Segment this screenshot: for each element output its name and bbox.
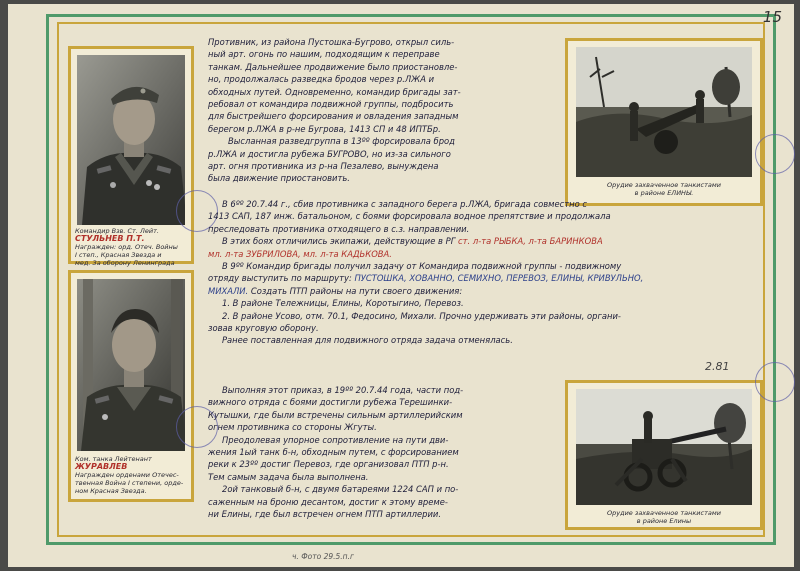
photo-caption-top (572, 181, 756, 197)
caption-line: Ком. танка Лейтенант (75, 455, 152, 463)
ink-stamp (755, 362, 795, 402)
text-line: танкам. Дальнейшее продвижение было приостановле- (208, 61, 458, 72)
report-text-wide (208, 198, 760, 347)
photo-captured-gun-bottom (565, 380, 763, 530)
text-line: вижного отряда с боями достигли рубежа Терешинки- (208, 397, 453, 408)
photo-caption-bottom (572, 509, 756, 525)
heroes-intro: В этих боях отличились экипажи, действующие в РГ (222, 236, 456, 247)
text-line: В 6ºº 20.7.44 г., сбив противника с западного берега р.ЛЖА, бригада совместно с (222, 199, 587, 209)
text-line: Противник, из района Пустошка-Бугрово, открыл силь- (208, 37, 455, 47)
text-line: 1413 САП, 187 инж. батальоном, с боями форсировала водное препятствие и продолжала (208, 211, 611, 222)
route-text: Создать ПТП районы на пути своего движения: (250, 285, 463, 296)
task-item: 2. В районе Усово, отм. 70.1, Федосино, Михали. Прочно удерживать эти районы, органи- (222, 310, 621, 321)
heroes-names: мл. л-та ЗУБРИЛОВА, мл. л-та КАДЬКОВА. (208, 248, 392, 259)
portrait-caption-2 (75, 455, 187, 495)
caption-line: I степ., Красная Звезда и (75, 251, 162, 259)
caption-line: мед. За оборону Ленинграда (75, 259, 175, 267)
report-text-top (208, 36, 560, 185)
portrait-photo-1 (68, 46, 194, 267)
caption-name: ЖУРАВЛЕВ (75, 462, 128, 471)
text-line: преследовать противника отходящего в с.з. направлении. (208, 223, 470, 234)
caption-line: твенная Война I степени, орде- (75, 479, 184, 487)
page-number: 15 (762, 8, 782, 26)
text-line: Высланная разведгруппа в 13ºº форсировала брод (228, 136, 455, 147)
ink-stamp (755, 134, 795, 174)
text-line: 2ой танковый б-н, с двумя батареями 1224 САП и по- (222, 484, 459, 495)
text-line: обходных путей. Одновременно, командир бригады зат- (208, 86, 461, 97)
text-line: ный арт. огонь по нашим, подходящим к переправе (208, 49, 440, 60)
caption-line: Орудие захваченное танкистами (607, 509, 721, 517)
route-points: ПУСТОШКА, ХОВАННО, СЕМИХНО, ПЕРЕВОЗ, ЕЛИНЫ, КРИВУЛЬНО, (354, 273, 644, 284)
text-line: Кутышки, где были встречены сильным артиллерийским (208, 409, 463, 420)
text-line: ребовал от командира подвижной группы, подбросить (208, 99, 454, 110)
caption-line: Награжден орденами Отечес- (75, 471, 179, 479)
text-line: но, продолжалась разведка бродов через р.ЛЖА и (208, 74, 435, 85)
text-line: реки к 23ºº достиг Перевоз, где организовал ПТП р-н. (208, 459, 449, 470)
route-intro: отряду выступить по маршруту: (208, 273, 352, 284)
text-line: Ранее поставленная для подвижного отряда задача отменялась. (222, 335, 513, 346)
task-item: 1. В районе Тележницы, Елины, Коротыгино, Перевоз. (222, 298, 464, 309)
footer-note: ч. Фото 29.5.п.г (292, 552, 354, 561)
portrait-image-2 (77, 279, 185, 451)
portrait-image-1 (77, 55, 185, 225)
text-line: р.ЛЖА и достигла рубежа БУГРОВО, но из-за сильного (208, 148, 451, 159)
route-points: МИХАЛИ. (208, 285, 249, 296)
text-line: Тем самым задача была выполнена. (208, 471, 369, 482)
text-line: саженным на броню десантом, достиг к этому време- (208, 496, 448, 507)
text-line: ни Елины, где был встречен огнем ПТП артиллерии. (208, 509, 442, 520)
caption-line: в районе Елины (636, 517, 692, 525)
text-line: Выполняя этот приказ, в 19ºº 20.7.44 года, части под- (222, 385, 464, 395)
report-text-bottom (208, 384, 558, 520)
text-line: зовав круговую оборону. (208, 323, 319, 334)
side-number: 2.81 (705, 360, 730, 373)
caption-line: Орудие захваченное танкистами (607, 181, 721, 189)
text-line: огнем противника со стороны Жгуты. (208, 422, 377, 433)
heroes-names: ст. л-та РЫБКА, л-та БАРИНКОВА (458, 236, 603, 247)
route-line (208, 285, 760, 297)
text-line: Преодолевая упорное сопротивление на пути дви- (222, 434, 449, 445)
heroes-line (208, 235, 760, 247)
photo-captured-gun-top (565, 38, 763, 206)
photo-image-top (576, 47, 752, 177)
portrait-caption-1 (75, 227, 187, 267)
text-line: для быстрейшего форсирования и овладения западным (208, 111, 459, 122)
portrait-photo-2 (68, 270, 194, 502)
caption-line: Награжден: орд. Отеч. Войны (75, 243, 178, 251)
caption-line: в районе ЕЛИНЫ. (634, 189, 694, 197)
caption-name: СТУЛЬНЕВ П.Т. (75, 234, 145, 243)
caption-line: Командир Взв. Ст. Лейт. (75, 227, 159, 235)
caption-line: ном Красная Звезда. (75, 487, 147, 495)
photo-image-bottom (576, 389, 752, 505)
text-line: берегом р.ЛЖА в р-не Бугрова, 1413 СП и 48 ИПТБр. (208, 123, 441, 134)
text-line: В 9ºº Командир бригады получил задачу от Командира подвижной группы - подвижному (222, 261, 622, 272)
text-line: была движение приостановить. (208, 173, 350, 184)
text-line: арт. огня противника из р-на Пезалево, вынуждена (208, 161, 439, 172)
route-line (208, 272, 760, 284)
text-line: жения 1ый танк б-н, обходным путем, с форсированием (208, 447, 459, 458)
